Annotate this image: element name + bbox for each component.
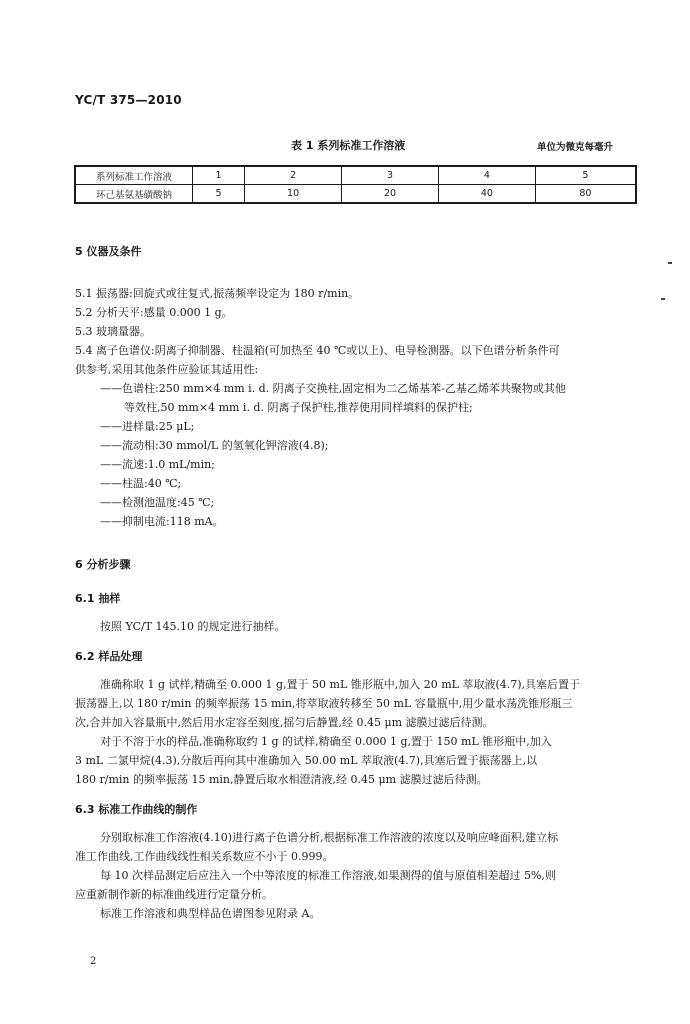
concentration-table: [74, 165, 637, 204]
clause-5-1: 5.1 振荡器:回旋式或往复式,振荡频率设定为 180 r/min。: [75, 287, 360, 300]
table-caption: 表 1 系列标准工作溶液: [291, 139, 406, 152]
table-cell: 环己基氨基磺酸钠: [75, 185, 193, 204]
condition-injection: ——进样量:25 μL;: [100, 420, 195, 433]
table-cell: 80: [535, 185, 636, 204]
clause-6-3-para1-line1: 分别取标准工作溶液(4.10)进行离子色谱分析,根据标准工作溶液的浓度以及响应峰面积,建立标: [100, 831, 559, 844]
clause-6-2-para1-line2: 振荡器上,以 180 r/min 的频率振荡 15 min,将萃取液转移至 50 mL 容量瓶中,用少量水荡洗锥形瓶三: [75, 697, 573, 710]
clause-6-3-para3: 标准工作溶液和典型样品色谱图参见附录 A。: [100, 907, 321, 920]
table-cell: 40: [438, 185, 535, 204]
clause-6-1-heading: 6.1 抽样: [75, 592, 121, 605]
table-row: [75, 166, 636, 185]
table-cell: 20: [342, 185, 439, 204]
clause-6-2-heading: 6.2 样品处理: [75, 650, 143, 663]
table-cell: 3: [342, 166, 439, 185]
clause-6-2-para1-line3: 次,合并加入容量瓶中,然后用水定容至刻度,摇匀后静置,经 0.45 μm 滤膜过滤后待测。: [75, 716, 494, 729]
clause-6-3-para1-line2: 准工作曲线,工作曲线线性相关系数应不小于 0.999。: [75, 850, 334, 863]
clause-5-4-line1: 5.4 离子色谱仪:阴离子抑制器、柱温箱(可加热至 40 ℃或以上)、电导检测器。以下色谱分析条件可: [75, 344, 560, 357]
table-cell: 5: [193, 185, 245, 204]
table-unit: 单位为微克每毫升: [537, 142, 614, 153]
table-cell: 4: [438, 166, 535, 185]
table-cell: 10: [245, 185, 342, 204]
clause-6-3-heading: 6.3 标准工作曲线的制作: [75, 803, 198, 816]
clause-5-4-line2: 供参考,采用其他条件应验证其适用性:: [75, 363, 259, 376]
table-cell: 2: [245, 166, 342, 185]
clause-6-1-text: 按照 YC/T 145.10 的规定进行抽样。: [100, 620, 286, 633]
standard-code: YC/T 375—2010: [75, 93, 182, 107]
table-cell: 1: [193, 166, 245, 185]
condition-flow-rate: ——流速:1.0 mL/min;: [100, 458, 215, 471]
clause-6-3-para2-line1: 每 10 次样品测定后应注入一个中等浓度的标准工作溶液,如果测得的值与原值相差超过 5%,则: [100, 869, 556, 882]
section-5-heading: 5 仪器及条件: [75, 245, 142, 258]
condition-cell-temp: ——检测池温度:45 ℃;: [100, 496, 215, 509]
clause-6-2-para2-line3: 180 r/min 的频率振荡 15 min,静置后取水相澄清液,经 0.45 μm 滤膜过滤后待测。: [75, 773, 488, 786]
table-cell: 5: [535, 166, 636, 185]
table-row: [75, 185, 636, 204]
clause-6-2-para2-line1: 对于不溶于水的样品,准确称取约 1 g 的试样,精确至 0.000 1 g,置于 150 mL 锥形瓶中,加入: [100, 735, 552, 748]
clause-5-2: 5.2 分析天平:感量 0.000 1 g。: [75, 306, 233, 319]
clause-6-2-para2-line2: 3 mL 二氯甲烷(4.3),分散后再向其中准确加入 50.00 mL 萃取液(4.7),具塞后置于振荡器上,以: [75, 754, 538, 767]
condition-column-line1: ——色谱柱:250 mm×4 mm i. d. 阴离子交换柱,固定相为二乙烯基苯-乙基乙烯苯共聚物或其他: [100, 382, 566, 395]
clause-6-3-para2-line2: 应重新制作新的标准曲线进行定量分析。: [75, 888, 273, 901]
condition-mobile-phase: ——流动相:30 mmol/L 的氢氧化钾溶液(4.8);: [100, 439, 329, 452]
page-number: 2: [90, 956, 97, 967]
clause-5-3: 5.3 玻璃量器。: [75, 325, 151, 338]
clause-6-2-para1-line1: 准确称取 1 g 试样,精确至 0.000 1 g,置于 50 mL 锥形瓶中,加入 20 mL 萃取液(4.7),具塞后置于: [100, 678, 581, 691]
condition-column-temp: ——柱温:40 ℃;: [100, 477, 182, 490]
section-6-heading: 6 分析步骤: [75, 558, 131, 571]
scan-mark: [668, 262, 672, 264]
table-cell: 系列标准工作溶液: [75, 166, 193, 185]
condition-column-line2: 等效柱,50 mm×4 mm i. d. 阴离子保护柱,推荐使用同样填料的保护柱;: [124, 401, 473, 414]
scan-mark: [661, 298, 665, 300]
condition-suppressor-current: ——抑制电流:118 mA。: [100, 515, 224, 528]
